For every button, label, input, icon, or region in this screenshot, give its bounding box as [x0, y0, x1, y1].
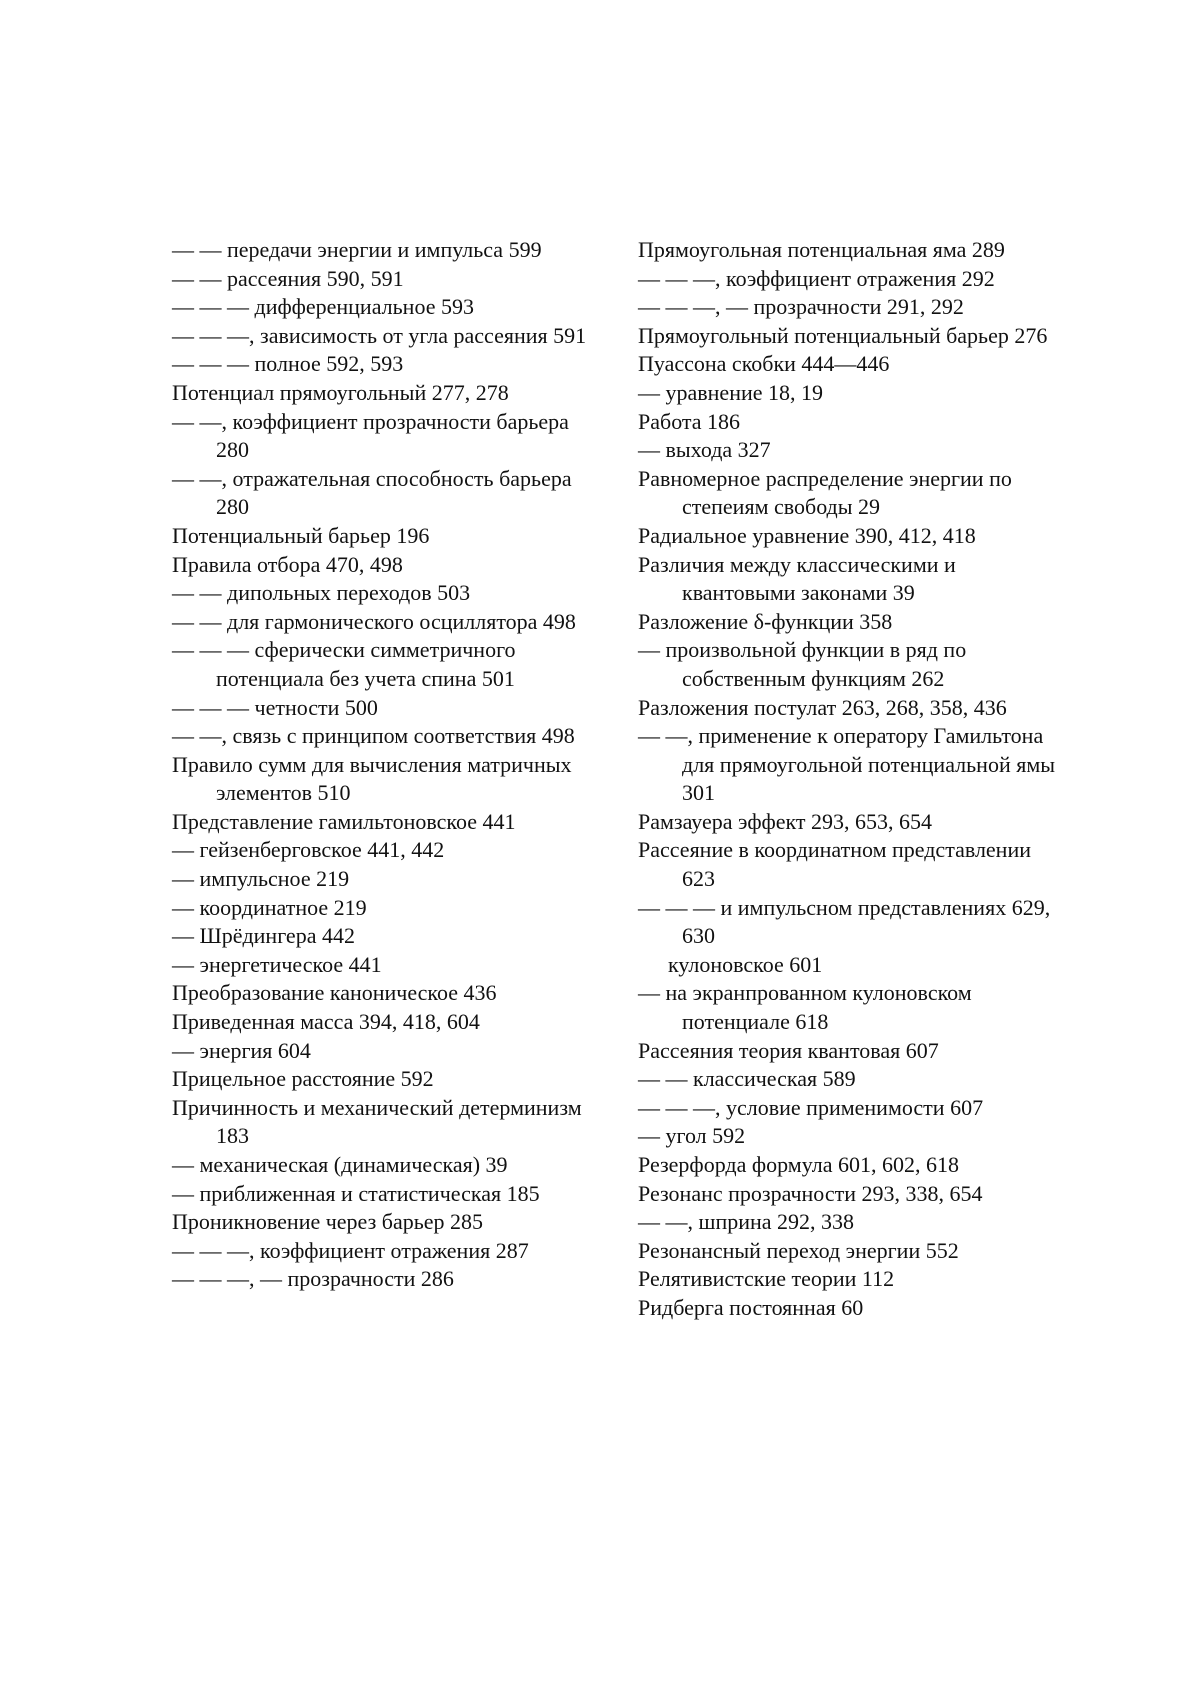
index-entry: Преобразование каноническое 436	[172, 980, 497, 1006]
index-entry: — —, шприна 292, 338	[638, 1209, 855, 1235]
index-entry: Разложения постулат 263, 268, 358, 436	[638, 694, 1007, 720]
index-entry: — энергия 604	[172, 1037, 311, 1063]
index-entry: Прямоугольный потенциальный барьер 276	[638, 322, 1048, 348]
index-entry: — —, применение к оператору Гамильтона для прямоугольной потенциальной ямы 301	[638, 723, 1056, 806]
index-entry: — на экранпрованном кулоновском потенциале 618	[638, 980, 972, 1035]
index-entry: — — —, условие применимости 607	[638, 1094, 984, 1120]
index-entry: Потенциал прямоугольный 277, 278	[172, 379, 509, 405]
index-entry: Ридберга постоянная 60	[638, 1294, 864, 1320]
index-entry: — — рассеяния 590, 591	[172, 265, 404, 291]
index-entry: Релятивистские теории 112	[638, 1266, 895, 1292]
index-entry: Приведенная масса 394, 418, 604	[172, 1009, 480, 1035]
index-entry: Пуассона скобки 444—446	[638, 351, 890, 377]
index-entry: — — —, зависимость от угла рассеяния 591	[172, 322, 587, 348]
index-entry: Резонанс прозрачности 293, 338, 654	[638, 1180, 983, 1206]
index-entry: — — — четности 500	[172, 694, 378, 720]
index-entry: Представление гамильтоновское 441	[172, 808, 516, 834]
index-entry: — — для гармонического осциллятора 498	[172, 608, 576, 634]
index-entry: Проникновение через барьер 285	[172, 1209, 484, 1235]
index-entry: — — — полное 592, 593	[172, 351, 404, 377]
index-entry: Правила отбора 470, 498	[172, 551, 403, 577]
index-entry: — уравнение 18, 19	[638, 379, 824, 405]
index-entry: — — —, — прозрачности 286	[172, 1266, 454, 1292]
index-entry: кулоновское 601	[668, 951, 823, 977]
index-entry: — — —, коэффициент отражения 292	[638, 265, 995, 291]
index-entry: — —, связь с принципом соответствия 498	[172, 723, 575, 749]
index-entry: — — — и импульсном представлениях 629, 630	[638, 894, 1051, 949]
index-entry: — —, коэффициент прозрачности барьера 280	[172, 408, 569, 463]
index-entry: Правило сумм для вычисления матричных элементов 510	[172, 751, 572, 806]
index-entry: — —, отражательная способность барьера 280	[172, 465, 572, 520]
index-entry: — произвольной функции в ряд по собственным функциям 262	[638, 637, 967, 691]
index-entry: — — передачи энергии и импульса 599	[172, 237, 542, 262]
index-entry: — — дипольных переходов 503	[172, 580, 471, 606]
index-entry: Рассеяние в координатном представлении 623	[638, 837, 1032, 892]
index-entry: — гейзенберговское 441, 442	[172, 837, 445, 863]
index-entry: — координатное 219	[172, 894, 367, 920]
index-entry: — приближенная и статистическая 185	[172, 1180, 540, 1206]
index-entry: Различия между классическими и квантовыми законами 39	[638, 551, 956, 606]
index-entry: Радиальное уравнение 390, 412, 418	[638, 522, 976, 548]
index-entry: — — —, — прозрачности 291, 292	[638, 294, 964, 320]
index-column-right	[638, 236, 1058, 1323]
index-entry: — механическая (динамическая) 39	[172, 1152, 508, 1177]
index-entry: Прицельное расстояние 592	[172, 1066, 434, 1092]
index-entry: — выхода 327	[638, 437, 771, 463]
index-entry: Разложение δ-функции 358	[638, 608, 893, 634]
index-entry: Причинность и механический детерминизм 183	[172, 1094, 582, 1149]
index-entry: Резерфорда формула 601, 602, 618	[638, 1152, 959, 1177]
index-entry: Равномерное распределение энергии по степеиям свободы 29	[638, 465, 1012, 520]
index-entry: — угол 592	[638, 1123, 746, 1149]
index-column-left	[172, 236, 592, 1294]
index-entry: — — — сферически симметричного потенциала без учета спина 501	[172, 637, 516, 691]
index-entry: Работа 186	[638, 408, 741, 434]
index-entry: Прямоугольная потенциальная яма 289	[638, 237, 1005, 262]
index-entry: Рассеяния теория квантовая 607	[638, 1037, 939, 1063]
index-entry: — — — дифференциальное 593	[172, 294, 474, 320]
index-entry: Резонансный переход энергии 552	[638, 1237, 959, 1263]
index-entry: — энергетическое 441	[172, 951, 382, 977]
index-entry: Потенциальный барьер 196	[172, 522, 430, 548]
index-entry: — — классическая 589	[638, 1066, 856, 1092]
index-entry: Рамзауера эффект 293, 653, 654	[638, 808, 932, 834]
index-entry: — — —, коэффициент отражения 287	[172, 1237, 529, 1263]
index-entry: — Шрёдингера 442	[172, 923, 355, 949]
index-entry: — импульсное 219	[172, 866, 350, 892]
